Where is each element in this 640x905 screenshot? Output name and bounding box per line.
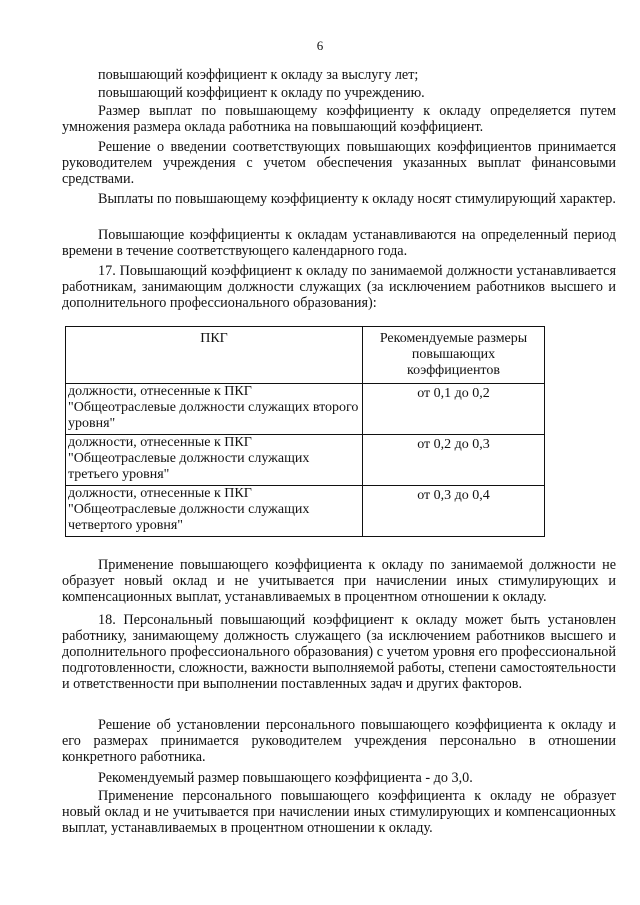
table-cell-coefficient: от 0,2 до 0,3 [363, 435, 545, 486]
paragraph-clause-17: 17. Повышающий коэффициент к окладу по занимаемой должности устанавливается работникам, занимающим должности служащих (за исключением работников высшего и дополнительного профессионального образования): [62, 263, 616, 311]
paragraph-application: Применение повышающего коэффициента к окладу по занимаемой должности не образует новый оклад и не учитывается при начислении иных стимулирующих и компенсационных выплат, устанавливаемых в процентном отношении к окладу. [62, 557, 616, 605]
table-row [66, 486, 545, 537]
paragraph-list-item-2: повышающий коэффициент к окладу по учреждению. [98, 85, 425, 101]
table-cell-coefficient: от 0,1 до 0,2 [363, 384, 545, 435]
table-row [66, 384, 545, 435]
table-cell-position-group: должности, отнесенные к ПКГ "Общеотраслевые должности служащих второго уровня" [66, 384, 363, 435]
paragraph-clause-18: 18. Персональный повышающий коэффициент к окладу может быть установлен работнику, занимающему должность служащего (за исключением работников высшего и дополнительного профессионального образования) с учетом уровня его профессиональной подготовленности, сложности, важности выполняемой работы, степени самостоятельности и ответственности при выполнении поставленных задач и других факторов. [62, 612, 616, 692]
paragraph-list-item-1: повышающий коэффициент к окладу за выслугу лет; [98, 67, 419, 83]
paragraph-recommended-size: Рекомендуемый размер повышающего коэффициента - до 3,0. [98, 770, 473, 786]
coefficient-table [65, 326, 545, 537]
table-cell-position-group: должности, отнесенные к ПКГ "Общеотраслевые должности служащих четвертого уровня" [66, 486, 363, 537]
table-cell-position-group: должности, отнесенные к ПКГ "Общеотраслевые должности служащих третьего уровня" [66, 435, 363, 486]
table-header-pkg: ПКГ [66, 327, 363, 384]
paragraph-personal-application: Применение персонального повышающего коэффициента к окладу не образует новый оклад и не учитывается при начислении иных стимулирующих и компенсационных выплат, устанавливаемых в процентном отношении к окладу. [62, 788, 616, 836]
paragraph-personal-decision: Решение об установлении персонального повышающего коэффициента к окладу и его размерах принимается руководителем учреждения персонально в отношении конкретного работника. [62, 717, 616, 765]
page-number: 6 [316, 38, 324, 53]
paragraph-stimulating: Выплаты по повышающему коэффициенту к окладу носят стимулирующий характер. [98, 191, 616, 207]
table-row [66, 435, 545, 486]
paragraph-period: Повышающие коэффициенты к окладам устанавливаются на определенный период времени в течение соответствующего календарного года. [62, 227, 616, 259]
table-header-coefficients: Рекомендуемые размеры повышающих коэффициентов [363, 327, 545, 384]
table-header-row [66, 327, 545, 384]
table-cell-coefficient: от 0,3 до 0,4 [363, 486, 545, 537]
paragraph-decision: Решение о введении соответствующих повышающих коэффициентов принимается руководителем учреждения с учетом обеспечения указанных выплат финансовыми средствами. [62, 139, 616, 187]
paragraph-payment-size: Размер выплат по повышающему коэффициенту к окладу определяется путем умножения размера оклада работника на повышающий коэффициент. [62, 103, 616, 135]
